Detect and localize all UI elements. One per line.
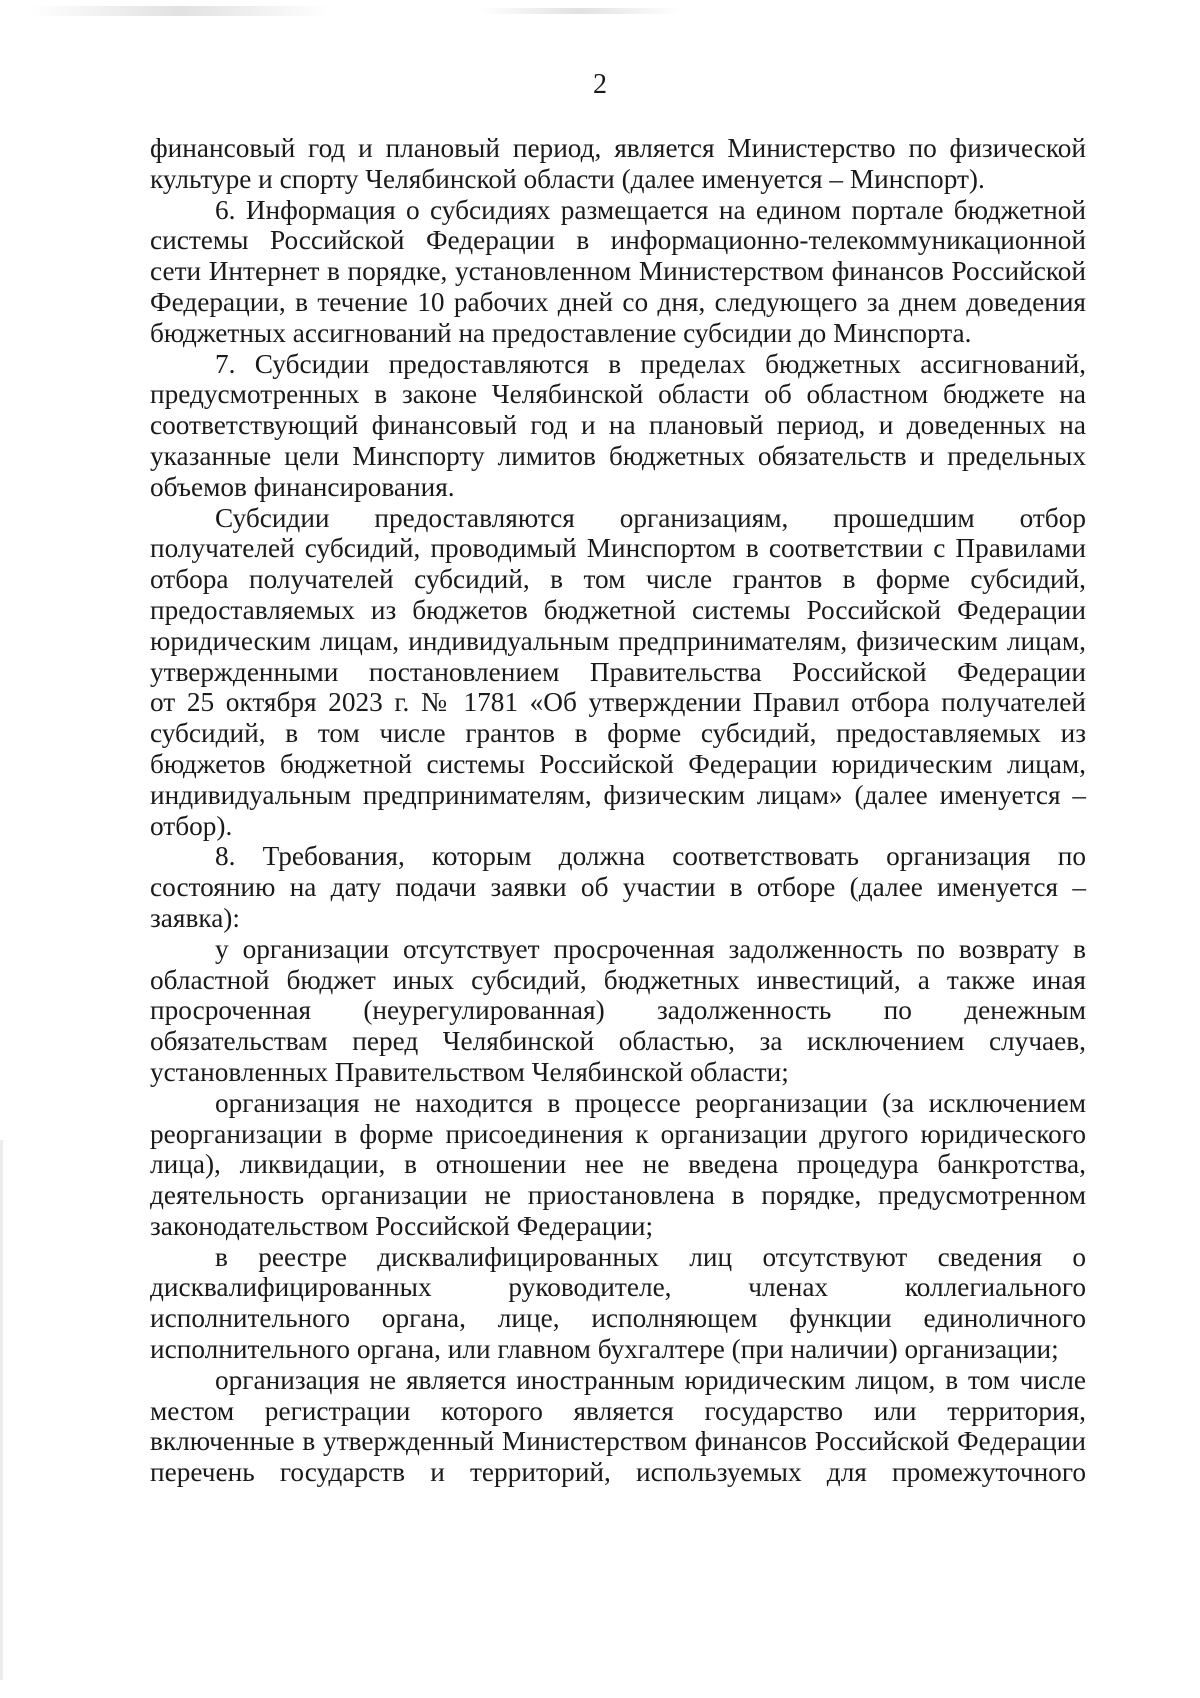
text-line: Федерации, в течение 10 рабочих дней со дня, следующего за днем доведения	[150, 286, 1086, 317]
page-number: 2	[593, 69, 607, 100]
text-line: состоянию на дату подачи заявки об участии в отборе (далее именуется –	[150, 872, 1086, 903]
text-line: соответствующий финансовый год и на плановый период, и доведенных на	[150, 410, 1086, 441]
text-line: исполнительного органа, лице, исполняющем функции единоличного	[150, 1303, 1086, 1334]
text-line: системы Российской Федерации в информационно-телекоммуникационной	[150, 225, 1086, 256]
text-line: утвержденными постановлением Правительства Российской Федерации	[150, 656, 1086, 687]
text-line: отбора получателей субсидий, в том числе грантов в форме субсидий,	[150, 564, 1086, 595]
text-line: законодательством Российской Федерации;	[150, 1210, 654, 1241]
text-line: отбор).	[150, 810, 233, 841]
text-line: местом регистрации которого является государство или территория,	[150, 1395, 1086, 1426]
text-line: предусмотренных в законе Челябинской области об областном бюджете на	[150, 379, 1086, 410]
text-line: финансовый год и плановый период, является Министерство по физической	[150, 133, 1086, 163]
text-line: бюджетов бюджетной системы Российской Федерации юридическим лицам,	[150, 748, 1086, 779]
text-line: исполнительного органа, или главном бухгалтере (при наличии) организации;	[150, 1334, 1059, 1365]
text-line: указанные цели Минспорту лимитов бюджетных обязательств и предельных	[150, 440, 1086, 471]
text-line: заявка):	[150, 902, 240, 933]
text-line: дисквалифицированных руководителе, членах коллегиального	[150, 1272, 1086, 1303]
scan-artifact	[30, 6, 330, 16]
text-line: индивидуальным предпринимателям, физическим лицам» (далее именуется –	[150, 779, 1086, 810]
text-line: просроченная (неурегулированная) задолженность по денежным	[150, 995, 1086, 1026]
text-line: перечень государств и территорий, используемых для промежуточного	[150, 1457, 1086, 1488]
text-line: 7. Субсидии предоставляются в пределах бюджетных ассигнований,	[215, 348, 1086, 379]
text-line: обязательствам перед Челябинской областью, за исключением случаев,	[150, 1026, 1086, 1057]
document-body	[150, 133, 1086, 1488]
text-line: получателей субсидий, проводимый Минспортом в соответствии с Правилами	[150, 533, 1086, 564]
text-line: предоставляемых из бюджетов бюджетной системы Российской Федерации	[150, 594, 1086, 625]
text-line: сети Интернет в порядке, установленном Министерством финансов Российской	[150, 256, 1086, 287]
text-line: у организации отсутствует просроченная задолженность по возврату в	[215, 933, 1086, 964]
text-line: юридическим лицам, индивидуальным предпринимателям, физическим лицам,	[150, 625, 1086, 656]
text-line: организация не является иностранным юридическим лицом, в том числе	[215, 1364, 1086, 1395]
text-line: 6. Информация о субсидиях размещается на едином портале бюджетной	[215, 194, 1086, 225]
text-line: включенные в утвержденный Министерством финансов Российской Федерации	[150, 1426, 1086, 1457]
text-line: объемов финансирования.	[150, 471, 455, 502]
text-line: реорганизации в форме присоединения к организации другого юридического	[150, 1118, 1086, 1149]
text-line: Субсидии предоставляются организациям, прошедшим отбор	[215, 502, 1086, 533]
text-line: в реестре дисквалифицированных лиц отсутствуют сведения о	[215, 1241, 1086, 1272]
text-line: организация не находится в процессе реорганизации (за исключением	[215, 1087, 1086, 1118]
text-line: субсидий, в том числе грантов в форме субсидий, предоставляемых из	[150, 718, 1086, 749]
text-line: областной бюджет иных субсидий, бюджетных инвестиций, а также иная	[150, 964, 1086, 995]
text-line: бюджетных ассигнований на предоставление субсидии до Минспорта.	[150, 317, 972, 348]
scan-edge	[0, 1140, 3, 1680]
text-line: культуре и спорту Челябинской области (далее именуется – Минспорт).	[150, 163, 985, 194]
text-line: 8. Требования, которым должна соответствовать организация по	[215, 841, 1086, 872]
scan-artifact	[480, 8, 680, 14]
text-line: установленных Правительством Челябинской области;	[150, 1056, 789, 1087]
text-line: от 25 октября 2023 г. № 1781 «Об утверждении Правил отбора получателей	[150, 687, 1086, 718]
text-line: деятельность организации не приостановлена в порядке, предусмотренном	[150, 1180, 1086, 1211]
text-line: лица), ликвидации, в отношении нее не введена процедура банкротства,	[150, 1149, 1086, 1180]
